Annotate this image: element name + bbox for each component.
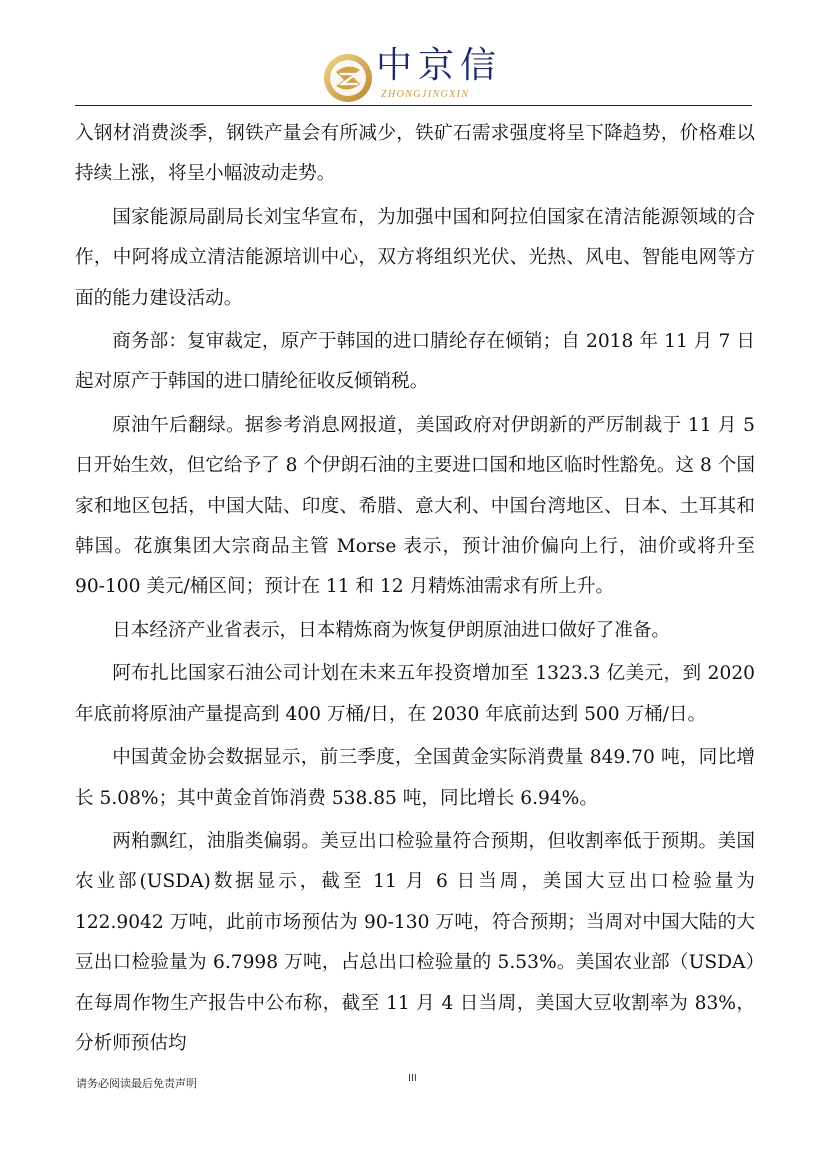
paragraph: 国家能源局副局长刘宝华宣布，为加强中国和阿拉伯国家在清洁能源领域的合作，中阿将成立清洁能源培训中心，双方将组织光伏、光热、风电、智能电网等方面的能力建设活动。: [75, 206, 755, 309]
page-header: [0, 0, 827, 110]
page-number: III: [408, 1073, 417, 1084]
header-divider: [75, 105, 752, 106]
disclaimer-note: 请务必阅读最后免责声明: [76, 1077, 197, 1090]
brand-subtitle: ZHONGJINGXIN: [381, 89, 470, 100]
brand-name: 中京信: [376, 45, 503, 86]
paragraph: 两粕飘红，油脂类偏弱。美豆出口检验量符合预期，但收割率低于预期。美国农业部(USDA)数据显示，截至 11 月 6 日当周，美国大豆出口检验量为 122.9042 万吨，此前市场预估为 90-130 万吨，符合预期；当周对中国大陆的大豆出口检验量为 6.7998 万吨，占总出口检验量的 5.53%。美国农业部（USDA）在每周作物生产报告中公布称，截至 11 月 4 日当周，美国大豆收割率为 83%，分析师预估均: [75, 830, 755, 1054]
zhongjingxin-logo-icon: [322, 52, 374, 104]
paragraph: 商务部：复审裁定，原产于韩国的进口腈纶存在倾销；自 2018 年 11 月 7 日起对原产于韩国的进口腈纶征收反倾销税。: [75, 331, 755, 393]
paragraph: 日本经济产业省表示，日本精炼商为恢复伊朗原油进口做好了准备。: [112, 619, 671, 641]
paragraph: 中国黄金协会数据显示，前三季度，全国黄金实际消费量 849.70 吨，同比增长 5.08%；其中黄金首饰消费 538.85 吨，同比增长 6.94%。: [75, 747, 755, 809]
document-body: [75, 114, 755, 1067]
paragraph-continued: 入钢材消费淡季，钢铁产量会有所减少，铁矿石需求强度将呈下降趋势，价格难以持续上涨，将呈小幅波动走势。: [75, 123, 755, 185]
paragraph: 阿布扎比国家石油公司计划在未来五年投资增加至 1323.3 亿美元，到 2020 年底前将原油产量提高到 400 万桶/日，在 2030 年底前达到 500 万桶/日。: [75, 663, 755, 725]
paragraph: 原油午后翻绿。据参考消息网报道，美国政府对伊朗新的严厉制裁于 11 月 5 日开始生效，但它给予了 8 个伊朗石油的主要进口国和地区临时性豁免。这 8 个国家和地区包括，中国大陆、印度、希腊、意大利、中国台湾地区、日本、土耳其和韩国。花旗集团大宗商品主管 Morse 表示，预计油价偏向上行，油价或将升至 90-100 美元/桶区间；预计在 11 和 12 月精炼油需求有所上升。: [75, 414, 755, 598]
